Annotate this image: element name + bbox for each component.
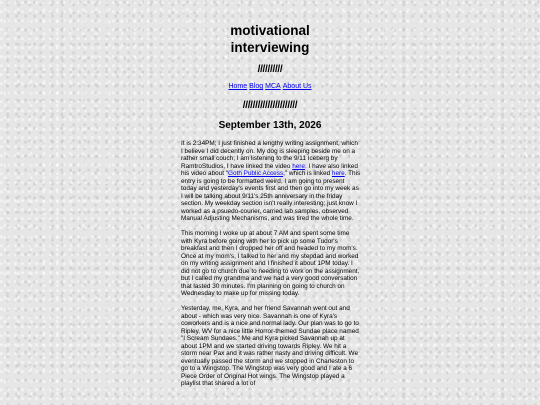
site-title-line1: motivational: [230, 23, 310, 38]
post-paragraph-3: Yesterday, me, Kyra, and her friend Savannah went out and about - which was very nice. Savannah is one of Kyra's coworkers and is a nice and normal lady. Our plan was to go to Ripley, WV for a nice little Horror-themed Sundae place named "I Scream Sundaes." Me and Kyra picked Savannah up at about 1PM and we started driving towards Ripley. We hit a storm near Pax and it was rather nasty and driving difficult. We eventually passed the storm and we stopped in Charleston to go to a Wingstop. The Wingstop was very good and I ate a 6 Piece Order of Original Hot wings. The Wingstop played a playlist that shared a lot of: [181, 305, 359, 387]
site-title: [0, 22, 540, 56]
post-date: September 13th, 2026: [218, 120, 322, 131]
nav-bar: [0, 83, 540, 90]
p1-text-c: ," which is linked: [283, 170, 332, 177]
post-paragraph-1: [181, 140, 361, 223]
site-title-line2: interviewing: [230, 40, 310, 55]
link-goth-video[interactable]: here: [331, 170, 345, 177]
nav-link-blog[interactable]: Blog: [249, 83, 264, 90]
nav-link-home[interactable]: Home: [228, 83, 248, 90]
post-body: [181, 140, 361, 395]
post-paragraph-2: This morning I woke up at about 7 AM and spent some time with Kyra before going with her to pick up some Tudor's breakfast and then I dropped her off and headed to my mom's. Once at my mom's, I talked to her and my stepdad and worked on my writing assignment and I finished it about 1PM today. I did not go to church due to needing to work on the assignment, but I called my grandma and we had a very good conversation that lasted 30 minutes. I'm planning on going to church on Wednesday to make up for missing today.: [181, 230, 360, 297]
link-iceberg-video[interactable]: here: [292, 162, 305, 170]
p1-text-d: . This entry is going to be formatted weird, I am going to present today and yesterday's events first and then go into my week as I will be talking about 9/11's 25th anniversary in the friday section. My weekday section isn't really interesting; just know I worked as a psuedo-courier, carried lab samples, observed Manual Adjusting Mechanisms, and was tired the whole time.: [181, 170, 361, 222]
p1-text-b: . I have also linked his video about ": [181, 162, 358, 177]
nav-link-about-us[interactable]: About Us: [282, 83, 312, 90]
separator-short: //////////: [257, 64, 283, 75]
nav-link-mca[interactable]: MCA: [265, 83, 281, 90]
link-goth-public-access[interactable]: Goth Public Access: [228, 170, 284, 177]
separator-long: //////////////////////: [242, 100, 298, 111]
p1-text-a: It is 2:34PM; I just finished a lengthy writing assignment, which I believe I did decently on. My dog is sleeping beside me on a rather small couch; I am listening to the 9/11 Iceberg by RamtroStudios, I have linked the video: [181, 140, 358, 170]
